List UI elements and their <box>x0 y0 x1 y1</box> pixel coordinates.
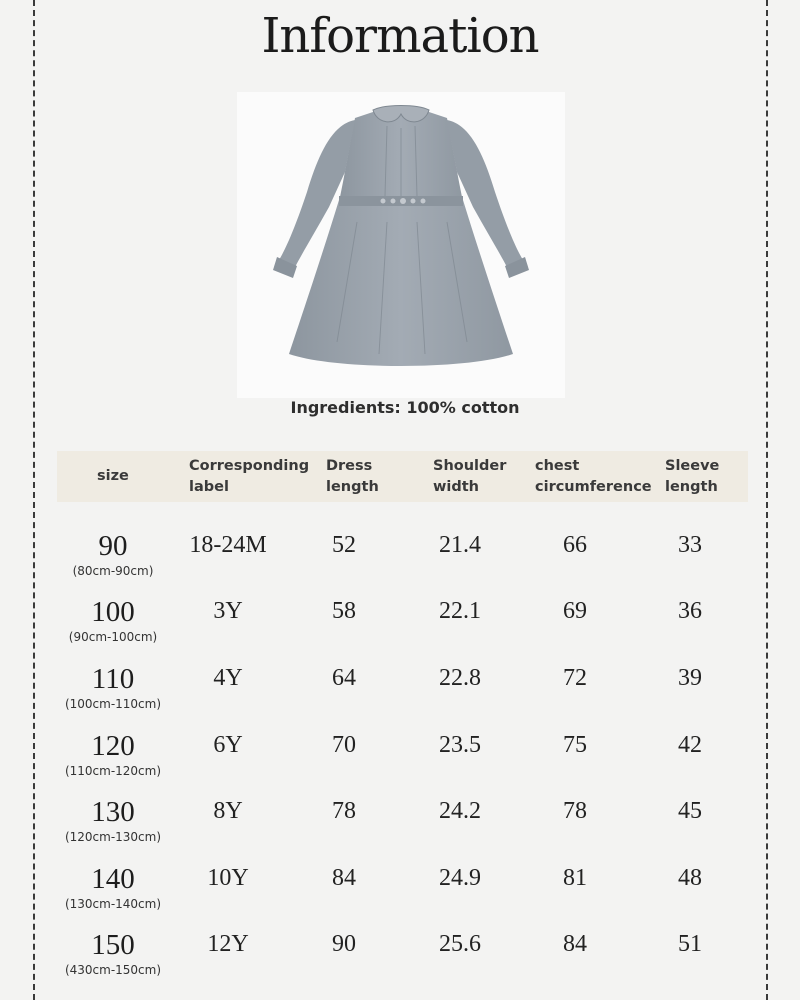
size-range: (90cm-100cm) <box>68 630 158 644</box>
product-image <box>237 92 565 398</box>
size-value: 110 <box>91 663 135 695</box>
dress-length-value: 58 <box>332 598 356 624</box>
label-value: 6Y <box>213 732 243 758</box>
label-value: 18-24M <box>189 532 267 558</box>
label-value: 8Y <box>213 798 243 824</box>
header-size: size <box>97 468 129 484</box>
size-value: 130 <box>91 796 135 828</box>
chest-value: 69 <box>563 598 587 624</box>
size-range: (80cm-90cm) <box>72 564 154 578</box>
header-sleeve-length: Sleeve length <box>665 458 720 495</box>
size-value: 140 <box>91 863 135 895</box>
label-value: 3Y <box>213 598 243 624</box>
header-shoulder-width: Shoulder width <box>433 458 507 495</box>
sleeve-length-value: 39 <box>678 665 702 691</box>
shoulder-width-value: 24.9 <box>439 865 481 891</box>
size-range: (120cm-130cm) <box>64 830 162 844</box>
table-row <box>0 730 800 800</box>
label-value: 10Y <box>207 865 249 891</box>
ingredients-text: Ingredients: 100% cotton <box>290 398 520 417</box>
size-range: (110cm-120cm) <box>64 764 162 778</box>
size-range: (100cm-110cm) <box>64 697 162 711</box>
sleeve-length-value: 36 <box>678 598 702 624</box>
chest-value: 66 <box>563 532 587 558</box>
label-value: 4Y <box>213 665 243 691</box>
table-header <box>57 451 748 502</box>
sleeve-length-value: 51 <box>678 931 702 957</box>
size-value: 150 <box>91 929 135 961</box>
header-chest-circumference: chest circumference <box>535 458 652 495</box>
sleeve-length-value: 33 <box>678 532 702 558</box>
page-title: Information <box>261 8 539 64</box>
chest-value: 78 <box>563 798 587 824</box>
shoulder-width-value: 23.5 <box>439 732 481 758</box>
dress-length-value: 78 <box>332 798 356 824</box>
chest-value: 75 <box>563 732 587 758</box>
size-value: 100 <box>91 596 135 628</box>
header-dress-length: Dress length <box>326 458 379 495</box>
table-row <box>0 530 800 600</box>
dress-length-value: 90 <box>332 931 356 957</box>
table-row <box>0 863 800 933</box>
table-row <box>0 929 800 999</box>
sleeve-length-value: 42 <box>678 732 702 758</box>
size-value: 120 <box>91 730 135 762</box>
size-range: (130cm-140cm) <box>64 897 162 911</box>
shoulder-width-value: 25.6 <box>439 931 481 957</box>
chest-value: 81 <box>563 865 587 891</box>
dress-length-value: 64 <box>332 665 356 691</box>
shoulder-width-value: 22.1 <box>439 598 481 624</box>
size-value: 90 <box>98 530 128 562</box>
table-row <box>0 596 800 666</box>
chest-value: 72 <box>563 665 587 691</box>
shoulder-width-value: 24.2 <box>439 798 481 824</box>
shoulder-width-value: 21.4 <box>439 532 481 558</box>
sleeve-length-value: 45 <box>678 798 702 824</box>
dress-length-value: 70 <box>332 732 356 758</box>
shoulder-width-value: 22.8 <box>439 665 481 691</box>
sleeve-length-value: 48 <box>678 865 702 891</box>
table-row <box>0 663 800 733</box>
header-corresponding-label: Corresponding label <box>189 458 310 495</box>
size-range: (430cm-150cm) <box>64 963 162 977</box>
dress-length-value: 84 <box>332 865 356 891</box>
dress-length-value: 52 <box>332 532 356 558</box>
chest-value: 84 <box>563 931 587 957</box>
label-value: 12Y <box>207 931 249 957</box>
table-row <box>0 796 800 866</box>
